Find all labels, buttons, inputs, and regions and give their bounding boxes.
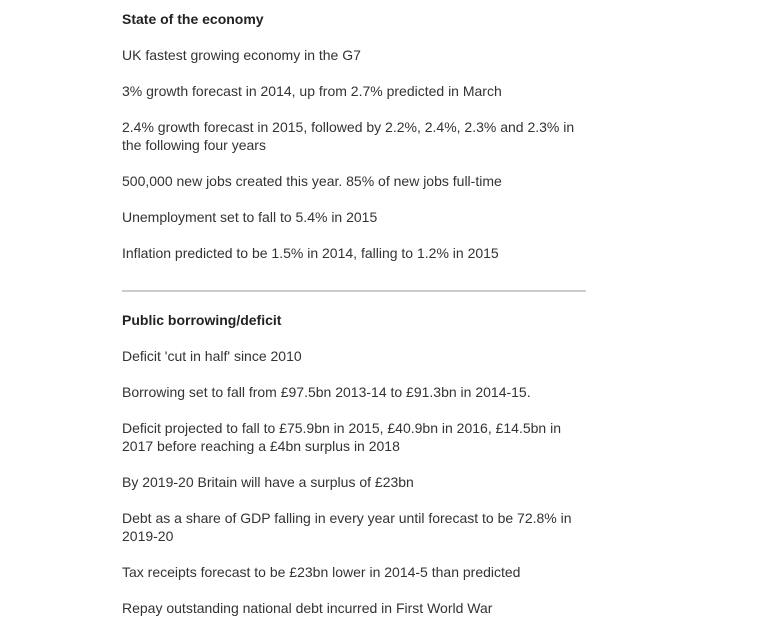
- list-item: Unemployment set to fall to 5.4% in 2015: [122, 209, 378, 225]
- list-item: Deficit 'cut in half' since 2010: [122, 348, 302, 364]
- list-item: Borrowing set to fall from £97.5bn 2013-14 to £91.3bn in 2014-15.: [122, 384, 531, 400]
- section-title-economy: State of the economy: [122, 11, 264, 27]
- list-item: 2.4% growth forecast in 2015, followed by 2.2%, 2.4%, 2.3% and 2.3% in the following four years: [122, 119, 575, 153]
- list-item: Tax receipts forecast to be £23bn lower in 2014-5 than predicted: [122, 564, 521, 580]
- list-item: Repay outstanding national debt incurred in First World War: [122, 600, 493, 616]
- list-item: Inflation predicted to be 1.5% in 2014, falling to 1.2% in 2015: [122, 245, 499, 261]
- list-item: UK fastest growing economy in the G7: [122, 47, 361, 63]
- list-item: Deficit projected to fall to £75.9bn in 2015, £40.9bn in 2016, £14.5bn in 2017 before reaching a £4bn surplus in 2018: [122, 420, 561, 454]
- list-item: By 2019-20 Britain will have a surplus of £23bn: [122, 474, 414, 490]
- list-item: 3% growth forecast in 2014, up from 2.7% predicted in March: [122, 83, 502, 99]
- list-item: 500,000 new jobs created this year. 85% of new jobs full-time: [122, 173, 502, 189]
- list-item: Debt as a share of GDP falling in every year until forecast to be 72.8% in 2019-20: [122, 510, 572, 544]
- section-title-borrowing: Public borrowing/deficit: [122, 312, 282, 328]
- section-divider: [122, 290, 586, 292]
